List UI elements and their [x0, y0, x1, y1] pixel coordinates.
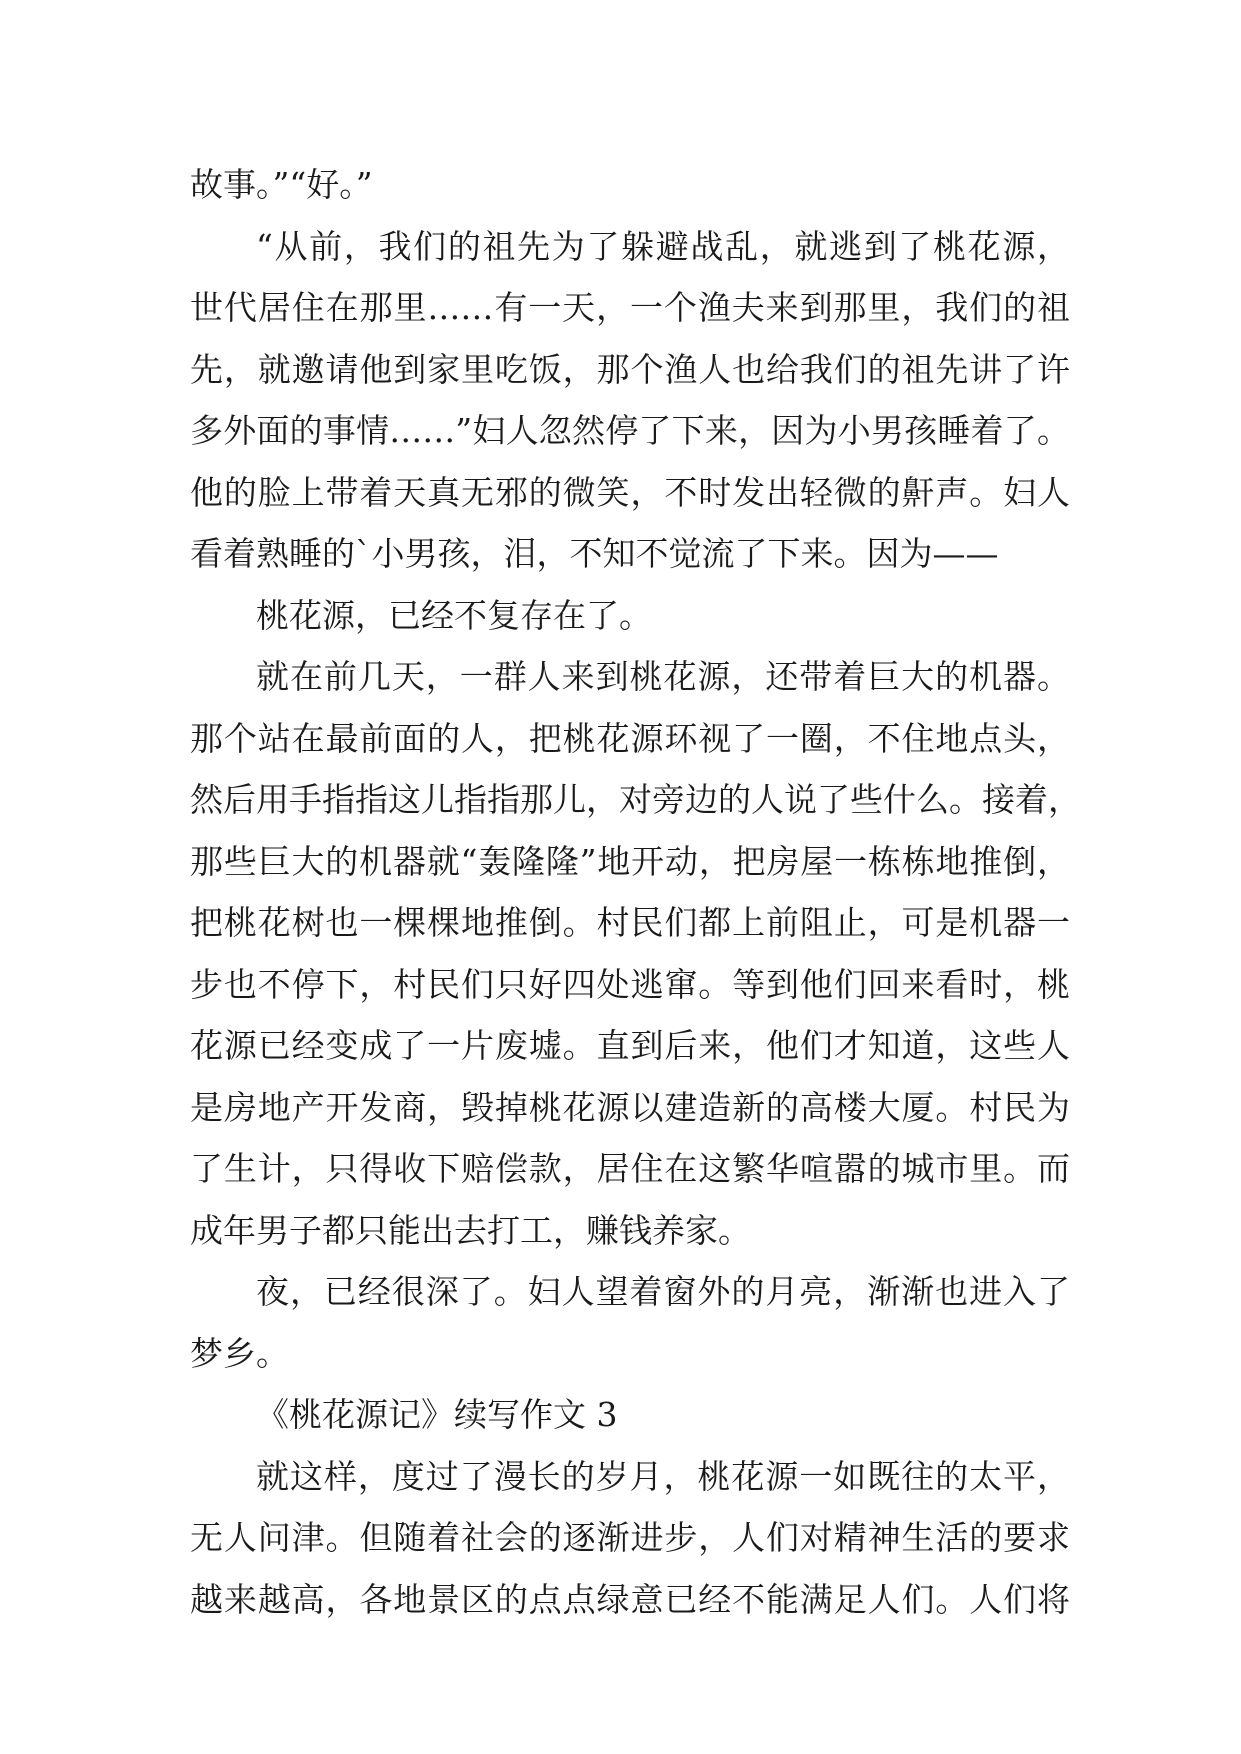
section-heading: 《桃花源记》续写作文 3: [256, 1395, 618, 1434]
text-line: 桃花源，已经不复存在了。: [256, 595, 652, 635]
text-line: 把桃花树也一棵棵地推倒。村民们都上前阻止，可是机器一: [190, 903, 1070, 942]
text-line: 花源已经变成了一片废墟。直到后来，他们才知道，这些人: [190, 1026, 1070, 1065]
text-line: 那些巨大的机器就“轰隆隆”地开动，把房屋一栋栋地推倒，: [190, 841, 1070, 881]
text-line: 了生计，只得收下赔偿款，居住在这繁华喧嚣的城市里。而: [190, 1149, 1070, 1188]
text-line: 就这样，度过了漫长的岁月，桃花源一如既往的太平，: [256, 1456, 1070, 1496]
text-line: 先，就邀请他到家里吃饭，那个渔人也给我们的祖先讲了许: [190, 349, 1070, 389]
text-line: 无人问津。但随着社会的逐渐进步，人们对精神生活的要求: [190, 1518, 1070, 1557]
text-line: 然后用手指指这儿指指那儿，对旁边的人说了些什么。接着，: [190, 780, 1081, 819]
text-line: 他的脸上带着天真无邪的微笑，不时发出轻微的鼾声。妇人: [190, 472, 1070, 512]
text-line: 看着熟睡的`小男孩，泪，不知不觉流了下来。因为——: [190, 534, 999, 573]
text-line: 故事。”“好。”: [190, 165, 373, 204]
text-line: 成年男子都只能出去打工，赚钱养家。: [190, 1210, 751, 1250]
text-line: 梦乡。: [190, 1333, 289, 1373]
text-line: 夜，已经很深了。妇人望着窗外的月亮，渐渐也进入了: [256, 1272, 1070, 1311]
text-line: 越来越高，各地景区的点点绿意已经不能满足人们。人们将: [190, 1579, 1070, 1619]
text-line: 那个站在最前面的人，把桃花源环视了一圈，不住地点头，: [190, 718, 1070, 758]
text-line: 世代居住在那里……有一天，一个渔夫来到那里，我们的祖: [190, 288, 1070, 327]
text-line: 是房地产开发商，毁掉桃花源以建造新的高楼大厦。村民为: [190, 1087, 1070, 1127]
text-line: 步也不停下，村民们只好四处逃窜。等到他们回来看时，桃: [190, 964, 1070, 1004]
text-line: 就在前几天，一群人来到桃花源，还带着巨大的机器。: [256, 657, 1070, 696]
text-line: “从前，我们的祖先为了躲避战乱，就逃到了桃花源，: [256, 226, 1070, 266]
text-line: 多外面的事情……”妇人忽然停了下来，因为小男孩睡着了。: [190, 411, 1070, 450]
